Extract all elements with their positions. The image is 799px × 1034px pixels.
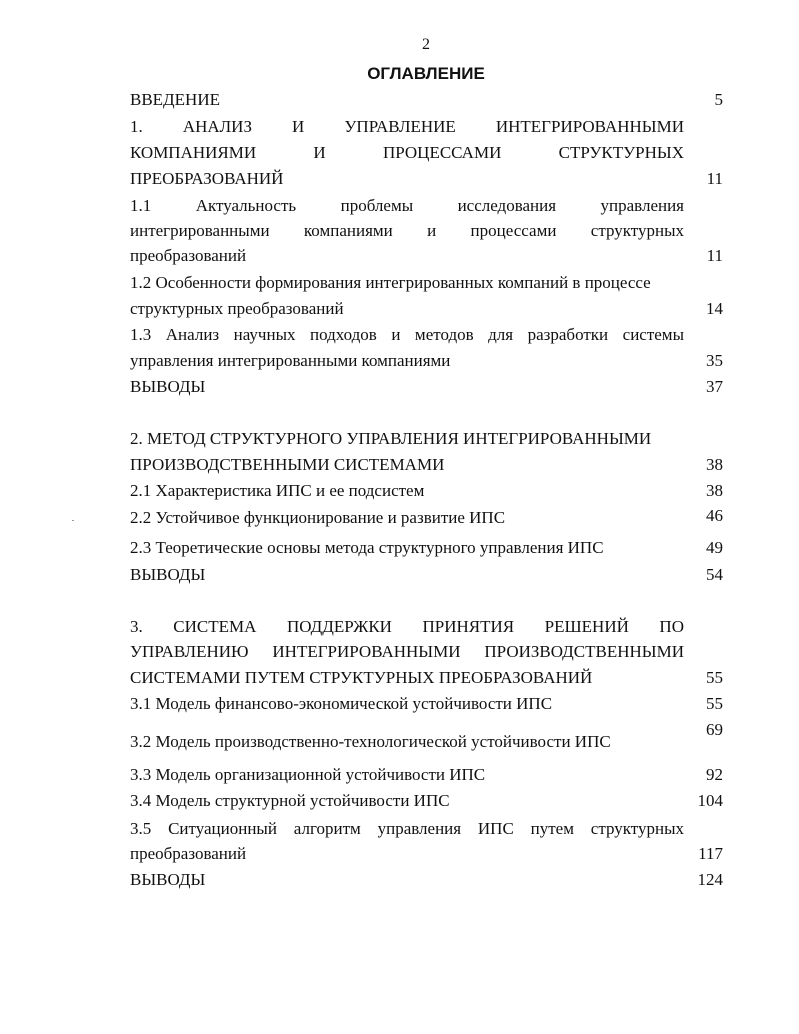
toc-entry-text: КОМПАНИЯМИ И ПРОЦЕССАМИ СТРУКТУРНЫХ bbox=[130, 143, 684, 162]
toc-entry-text: 1. АНАЛИЗ И УПРАВЛЕНИЕ ИНТЕГРИРОВАННЫМИ bbox=[130, 117, 684, 136]
toc-entry-text: УПРАВЛЕНИЮ ИНТЕГРИРОВАННЫМИ ПРОИЗВОДСТВЕННЫМИ bbox=[130, 642, 684, 661]
toc-entry-text: 2.2 Устойчивое функционирование и развитие ИПС bbox=[130, 508, 506, 527]
toc-entry-text: 3.5 Ситуационный алгоритм управления ИПС путем структурных bbox=[130, 819, 684, 838]
toc-entry-text: 1.3 Анализ научных подходов и методов для разработки системы bbox=[130, 325, 684, 344]
toc-entry-page: 55 bbox=[706, 694, 723, 713]
toc-entry-page: 38 bbox=[706, 455, 723, 474]
toc-entry-page: 5 bbox=[714, 90, 723, 109]
toc-entry-page: 54 bbox=[706, 565, 723, 584]
toc-entry-page: 117 bbox=[698, 844, 723, 863]
toc-entry-page: 11 bbox=[706, 246, 723, 265]
toc-entry-page: 92 bbox=[706, 765, 723, 784]
toc-entry-text: интегрированными компаниями и процессами структурных bbox=[130, 221, 684, 240]
toc-title: ОГЛАВЛЕНИЕ bbox=[367, 64, 485, 83]
toc-entry-text: 3.2 Модель производственно-технологической устойчивости ИПС bbox=[130, 732, 611, 751]
toc-entry-text: преобразований bbox=[130, 844, 247, 863]
toc-entry-page: 49 bbox=[706, 538, 723, 557]
toc-entry-text: 3.3 Модель организационной устойчивости ИПС bbox=[130, 765, 486, 784]
toc-entry-text: ВВЕДЕНИЕ bbox=[130, 90, 220, 109]
toc-entry-page: 55 bbox=[706, 668, 723, 687]
toc-entry-page: 37 bbox=[706, 377, 723, 396]
toc-entry-text: 2.3 Теоретические основы метода структурного управления ИПС bbox=[130, 538, 604, 557]
toc-entry-text: 1.1 Актуальность проблемы исследования управления bbox=[130, 196, 684, 215]
toc-entry-text: 3.1 Модель финансово-экономической устойчивости ИПС bbox=[130, 694, 553, 713]
toc-entry-text: ПРЕОБРАЗОВАНИЙ bbox=[130, 169, 284, 188]
toc-entry-text: структурных преобразований bbox=[130, 299, 344, 318]
toc-entry-text: управления интегрированными компаниями bbox=[130, 351, 451, 370]
toc-entry-text: 3.4 Модель структурной устойчивости ИПС bbox=[130, 791, 450, 810]
toc-entry-text: ВЫВОДЫ bbox=[130, 870, 206, 889]
toc-entry-page: 46 bbox=[706, 506, 723, 525]
toc-entry-text: 2. МЕТОД СТРУКТУРНОГО УПРАВЛЕНИЯ ИНТЕГРИРОВАННЫМИ bbox=[130, 429, 652, 448]
scan-speck bbox=[72, 520, 74, 521]
toc-entry-text: СИСТЕМАМИ ПУТЕМ СТРУКТУРНЫХ ПРЕОБРАЗОВАНИЙ bbox=[130, 668, 593, 687]
toc-entry-text: 2.1 Характеристика ИПС и ее подсистем bbox=[130, 481, 425, 500]
toc-entry-page: 69 bbox=[706, 720, 723, 739]
toc-entry-text: 1.2 Особенности формирования интегрированных компаний в процессе bbox=[130, 273, 651, 292]
toc-entry-text: 3. СИСТЕМА ПОДДЕРЖКИ ПРИНЯТИЯ РЕШЕНИЙ ПО bbox=[130, 617, 684, 636]
toc-entry-page: 104 bbox=[697, 791, 723, 810]
toc-entry-text: преобразований bbox=[130, 246, 247, 265]
toc-entry-page: 35 bbox=[706, 351, 723, 370]
toc-entry-page: 14 bbox=[706, 299, 723, 318]
toc-entry-text: ВЫВОДЫ bbox=[130, 565, 206, 584]
toc-entry-page: 38 bbox=[706, 481, 723, 500]
toc-entry-page: 11 bbox=[706, 169, 723, 188]
toc-entry-text: ВЫВОДЫ bbox=[130, 377, 206, 396]
toc-entry-page: 124 bbox=[697, 870, 723, 889]
page-number: 2 bbox=[422, 36, 430, 53]
toc-entry-text: ПРОИЗВОДСТВЕННЫМИ СИСТЕМАМИ bbox=[130, 455, 445, 474]
